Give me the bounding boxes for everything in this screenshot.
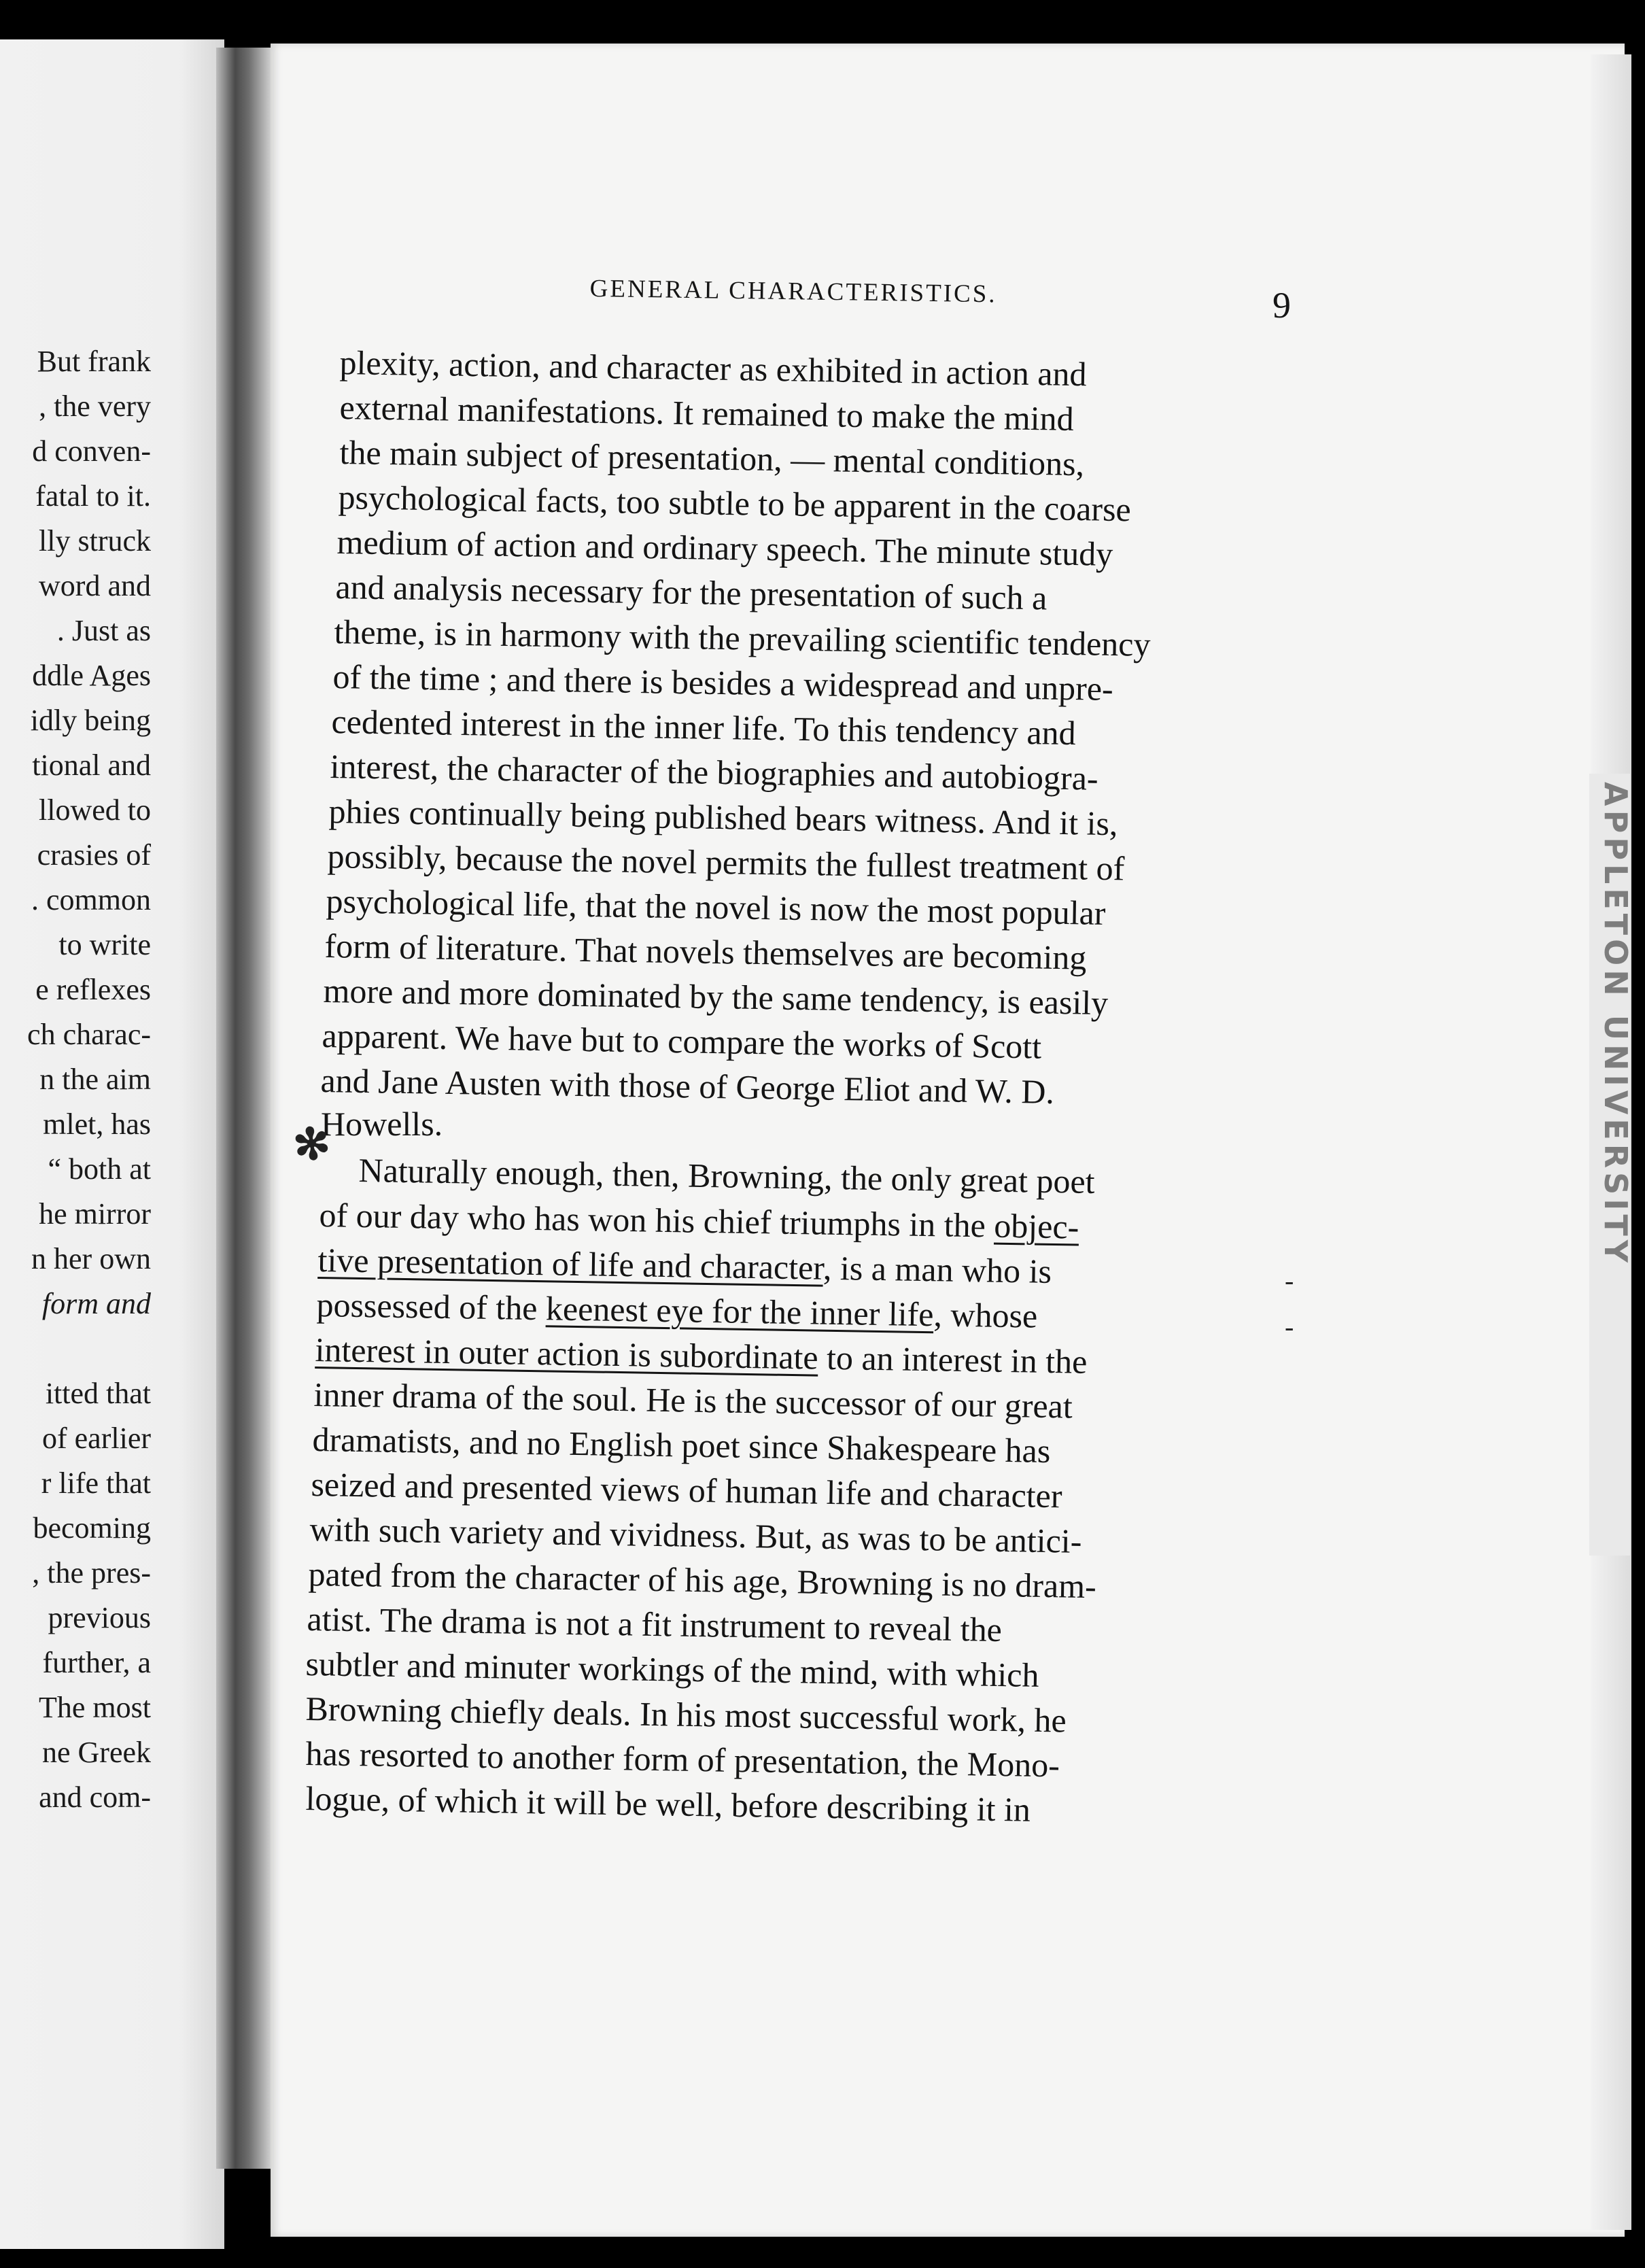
body-line: plexity, action, and character as exhibited in action and <box>339 343 1088 394</box>
left-page-line: ch charac- <box>27 1018 151 1051</box>
left-page-line: , the pres- <box>32 1556 151 1590</box>
body-line: possibly, because the novel permits the fullest treatment of <box>327 837 1125 888</box>
left-page-line: tional and <box>32 749 151 782</box>
body-line: and Jane Austen with those of George Eliot and W. D. <box>320 1061 1055 1111</box>
body-line: has resorted to another form of presentation, the Mono- <box>305 1734 1060 1785</box>
body-line: theme, is in harmony with the prevailing scientific tendency <box>334 613 1151 664</box>
left-page-line: But frank <box>37 345 151 378</box>
body-line: medium of action and ordinary speech. The minute study <box>336 523 1113 573</box>
body-line: logue, of which it will be well, before describing it in <box>305 1779 1031 1829</box>
left-page-line: mlet, has <box>43 1107 151 1141</box>
margin-dash: - <box>1285 1265 1294 1296</box>
left-page-line: fatal to it. <box>35 479 151 513</box>
body-line: form of literature. That novels themselves are becoming <box>324 927 1087 977</box>
left-page-line: becoming <box>33 1511 151 1545</box>
underlined-text: keenest eye for the inner life <box>545 1289 934 1334</box>
left-page-line: . common <box>31 883 151 916</box>
left-page-line: n the aim <box>39 1063 151 1096</box>
margin-asterisk: ✻ <box>290 1118 334 1171</box>
body-line: with such variety and vividness. But, as was to be antici- <box>309 1510 1082 1560</box>
left-page-line: to write <box>58 928 151 961</box>
body-line: of the time ; and there is besides a widespread and unpre- <box>332 657 1114 708</box>
body-line: dramatists, and no English poet since Shakespeare has <box>312 1420 1051 1471</box>
left-page-line: n her own <box>31 1242 151 1275</box>
left-page-line: lly struck <box>39 524 151 557</box>
body-line: atist. The drama is not a fit instrument to reveal the <box>307 1600 1003 1649</box>
left-page <box>0 39 224 2249</box>
left-page-line: ne Greek <box>41 1736 151 1769</box>
left-page-line: itted that <box>45 1377 151 1410</box>
left-page-line: d conven- <box>32 434 151 468</box>
underlined-text: tive presentation of life and character <box>317 1241 824 1287</box>
left-page-line: r life that <box>41 1466 151 1500</box>
left-page-line: llowed to <box>39 793 151 827</box>
body-line: phies continually being published bears witness. And it is, <box>328 792 1118 843</box>
underlined-text: interest in outer action is subordinate <box>315 1330 819 1377</box>
left-page-line: he mirror <box>39 1197 151 1231</box>
left-page-line: , the very <box>39 390 151 423</box>
body-line: psychological life, that the novel is now the most popular <box>326 882 1106 933</box>
left-page-line: form and <box>41 1287 151 1320</box>
left-page-line: and com- <box>39 1781 151 1814</box>
body-line: inner drama of the soul. He is the successor of our great <box>313 1375 1073 1426</box>
body-line: Browning chiefly deals. In his most successful work, he <box>305 1689 1067 1740</box>
page-number: 9 <box>1272 285 1291 326</box>
body-line: Naturally enough, then, Browning, the only great poet <box>358 1151 1096 1201</box>
body-line: the main subject of presentation, — mental conditions, <box>339 433 1085 483</box>
body-line: more and more dominated by the same tendency, is easily <box>323 972 1109 1023</box>
body-line: of our day who has won his chief triumphs in the objec- <box>319 1196 1079 1246</box>
left-page-line: e reflexes <box>35 973 151 1006</box>
left-page-line: previous <box>48 1601 151 1634</box>
body-line: seized and presented views of human life and character <box>311 1465 1062 1515</box>
body-line: interest, the character of the biographies and autobiogra- <box>330 747 1098 797</box>
body-line: psychological facts, too subtle to be apparent in the coarse <box>338 478 1132 529</box>
body-line: pated from the character of his age, Browning is no dram- <box>308 1555 1097 1606</box>
body-line: apparent. We have but to compare the works of Scott <box>322 1016 1042 1066</box>
body-line: subtler and minuter workings of the mind, with which <box>305 1645 1039 1694</box>
body-line: and analysis necessary for the presentation of such a <box>335 568 1047 617</box>
left-page-line: “ both at <box>48 1152 151 1186</box>
body-line: tive presentation of life and character, is a man who is <box>317 1241 1052 1290</box>
body-line: cedented interest in the inner life. To this tendency and <box>331 702 1077 753</box>
underlined-text: objec- <box>993 1206 1079 1246</box>
left-page-line: of earlier <box>42 1422 151 1455</box>
left-page-line: . Just as <box>56 614 151 647</box>
margin-dash: - <box>1285 1311 1294 1342</box>
left-page-line: ddle Ages <box>32 659 151 692</box>
library-stamp-text: APPLETON UNIVERSITY <box>1597 782 1634 1267</box>
body-line: Howells. <box>321 1105 443 1143</box>
book-gutter <box>216 48 271 2169</box>
left-page-line: idly being <box>30 704 151 737</box>
left-page-line: crasies of <box>37 838 151 872</box>
running-head: GENERAL CHARACTERISTICS. <box>589 274 997 309</box>
left-page-line: The most <box>39 1691 151 1724</box>
body-line: external manifestations. It remained to make the mind <box>339 388 1075 438</box>
left-page-line: further, a <box>42 1646 151 1679</box>
body-line: possessed of the keenest eye for the inner life, whose <box>316 1286 1038 1335</box>
left-page-line: word and <box>39 569 151 602</box>
body-line: interest in outer action is subordinate to an interest in the <box>315 1330 1088 1381</box>
